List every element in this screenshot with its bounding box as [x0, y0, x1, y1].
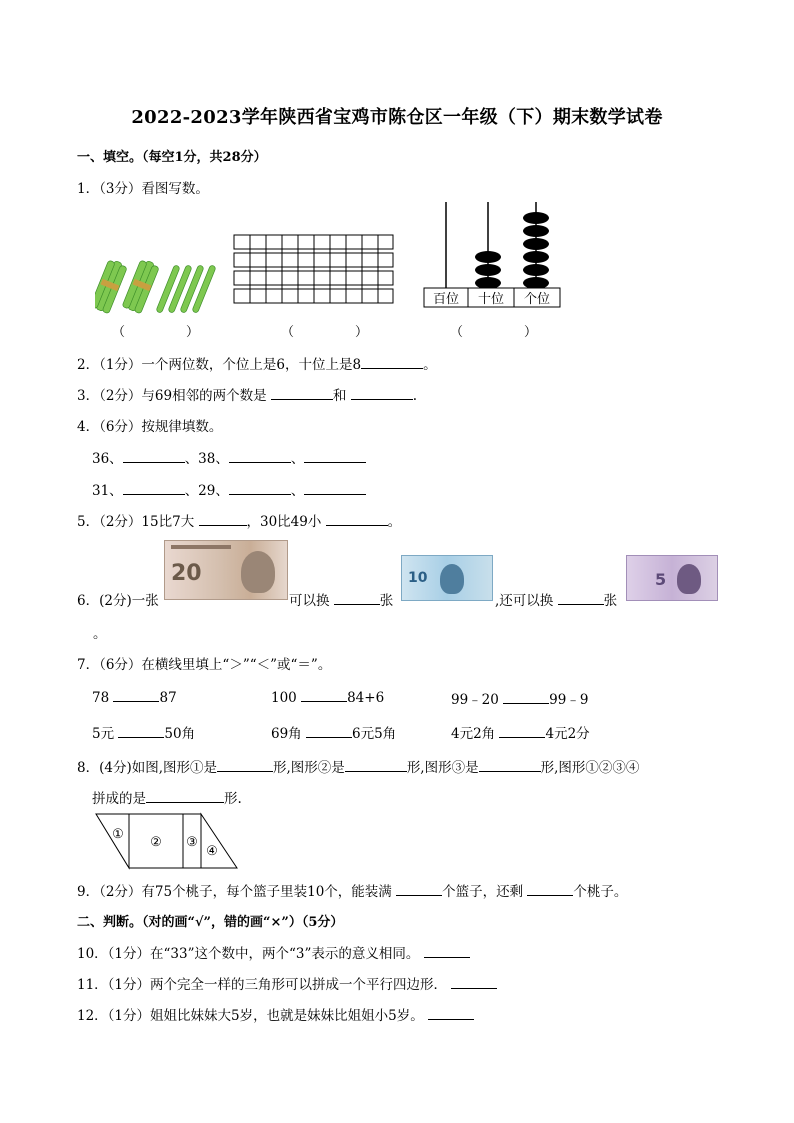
compare-item-6: 4元2角 4元2分 [451, 726, 590, 742]
answer-blank[interactable] [479, 758, 541, 772]
question-5: 5．（2分）15比7大 ，30比49小 。 [77, 514, 402, 530]
shape-label-4: ④ [206, 844, 218, 859]
answer-blank[interactable] [351, 386, 413, 400]
answer-blank[interactable] [306, 724, 352, 738]
answer-blank[interactable] [326, 512, 388, 526]
abacus-label-hundreds: 百位 [432, 292, 460, 307]
answer-blank[interactable] [499, 724, 545, 738]
compare-item-2: 100 84+6 [271, 690, 385, 706]
answer-blank[interactable] [271, 386, 333, 400]
answer-blank[interactable] [123, 481, 185, 495]
question-3: 3．（2分）与69相邻的两个数是 和 . [77, 388, 417, 404]
question-8-line-2: 拼成的是 形. [92, 791, 242, 807]
answer-blank[interactable] [123, 449, 185, 463]
answer-blank[interactable] [451, 975, 497, 989]
answer-blank[interactable] [424, 944, 470, 958]
answer-paren-close-3: ） [524, 325, 538, 340]
answer-blank[interactable] [396, 882, 442, 896]
compare-item-4: 5元 50角 [92, 726, 196, 742]
answer-blank[interactable] [558, 591, 604, 605]
question-4-row-1: 36、 、38、 、 [92, 447, 366, 467]
section-2-heading: 二、判断。（对的画“√”，错的画“×”）（5分） [77, 915, 344, 930]
question-10: 10．（1分）在“33”这个数中，两个“3”表示的意义相同。 [77, 942, 470, 962]
banknote-10-yuan-image: 10 [401, 555, 493, 601]
grid-squares-image [233, 234, 394, 308]
banknote-20-yuan-image: 20 [164, 540, 288, 600]
compare-item-3: 99﹣20 99﹣9 [451, 692, 589, 708]
answer-blank[interactable] [229, 481, 291, 495]
abacus-label-ones: 个位 [523, 292, 551, 307]
question-6-start: 6．(2分)一张 [77, 593, 159, 609]
answer-paren-close-2: ） [355, 325, 369, 340]
compare-item-5: 69角 6元5角 [271, 726, 397, 742]
answer-blank[interactable] [118, 724, 164, 738]
shape-label-2: ② [150, 835, 162, 850]
banknote-5-yuan-image: 5 [626, 555, 718, 601]
answer-paren-close-1: ） [186, 325, 200, 340]
compare-item-1: 78 87 [92, 690, 177, 706]
answer-blank[interactable] [503, 690, 549, 704]
question-4: 4．（6分）按规律填数。 [77, 419, 223, 435]
question-1: 1．（3分）看图写数。 [77, 181, 209, 197]
answer-blank[interactable] [146, 789, 224, 803]
question-8: 8．(4分)如图,图形①是 形,图形②是 形,图形③是 形,图形①②③④ [77, 760, 640, 776]
abacus-image [420, 200, 565, 310]
question-6-exchange-2: ,还可以换 张 [495, 593, 618, 609]
question-12: 12．（1分）姐姐比妹妹大5岁，也就是妹妹比姐姐小5岁。 [77, 1004, 474, 1024]
question-9: 9．（2分）有75个桃子，每个篮子里装10个，能装满 个篮子，还剩 个桃子。 [77, 884, 628, 900]
answer-blank[interactable] [301, 688, 347, 702]
answer-blank[interactable] [113, 688, 159, 702]
question-6-exchange: 可以换 张 [289, 593, 394, 609]
answer-blank[interactable] [428, 1006, 474, 1020]
section-1-heading: 一、填空。（每空1分，共28分） [77, 150, 267, 165]
shape-label-3: ③ [186, 835, 198, 850]
composite-shape-figure [94, 812, 240, 870]
question-7: 7．（6分）在横线里填上“＞”“＜”或“＝”。 [77, 657, 332, 673]
answer-blank[interactable] [527, 882, 573, 896]
bundled-sticks-image [95, 258, 220, 314]
answer-blank[interactable] [217, 758, 273, 772]
shape-label-1: ① [112, 827, 124, 842]
question-4-row-2: 31、 、29、 、 [92, 479, 366, 499]
question-2: 2．（1分）一个两位数，个位上是6，十位上是8 。 [77, 357, 437, 373]
answer-blank[interactable] [304, 449, 366, 463]
answer-paren-open-2: （ [281, 325, 295, 340]
answer-blank[interactable] [334, 591, 380, 605]
answer-blank[interactable] [199, 512, 247, 526]
question-11: 11．（1分）两个完全一样的三角形可以拼成一个平行四边形． [77, 973, 497, 993]
answer-blank[interactable] [229, 449, 291, 463]
answer-paren-open-3: （ [450, 325, 464, 340]
question-6-end: 。 [93, 626, 107, 642]
answer-paren-open-1: （ [112, 325, 126, 340]
page-title: 2022-2023学年陕西省宝鸡市陈仓区一年级（下）期末数学试卷 [131, 107, 663, 128]
answer-blank[interactable] [345, 758, 407, 772]
abacus-label-tens: 十位 [477, 292, 505, 307]
answer-blank[interactable] [361, 355, 423, 369]
answer-blank[interactable] [304, 481, 366, 495]
